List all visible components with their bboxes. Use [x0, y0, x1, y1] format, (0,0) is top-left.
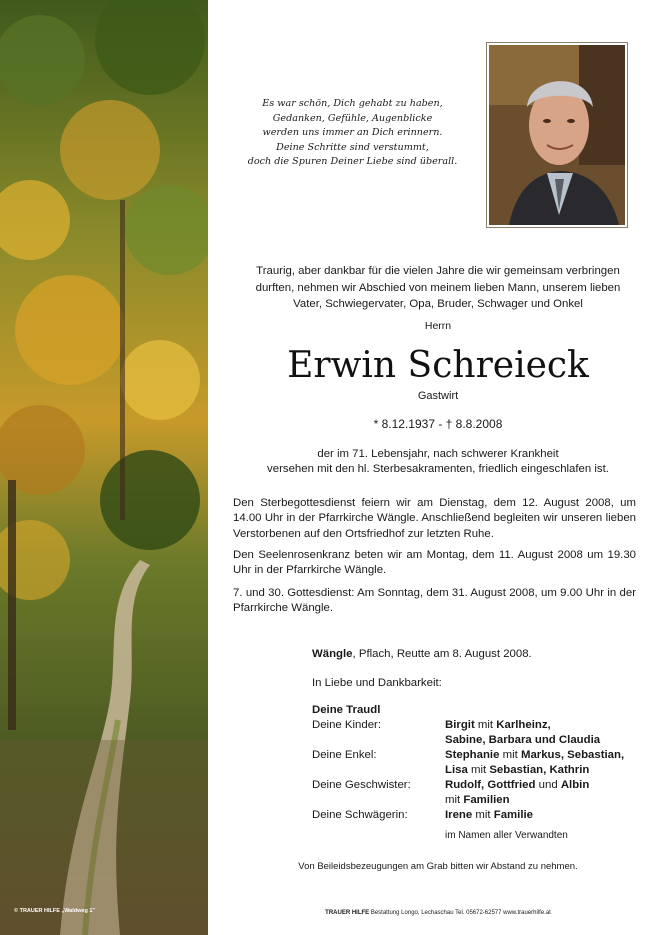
grandchildren-line: Stephanie mit Markus, Sebastian, — [445, 749, 625, 761]
passing-line: versehen mit den hl. Sterbesakramenten, friedlich eingeschlafen ist. — [267, 463, 609, 475]
intro-line: Traurig, aber dankbar für die vielen Jahre die wir gemeinsam verbringen — [256, 265, 620, 277]
intro-text — [218, 263, 658, 313]
portrait-photo — [486, 42, 628, 228]
funeral-service-paragraph: Den Sterbegottesdienst feiern wir am Dienstag, dem 12. August 2008, um 14.00 Uhr in der Pfarrkirche Wängle. Anschließend begleiten wir unseren lieben Verstorbenen auf den Ortsfriedhof zur letzten Ruhe. — [233, 497, 636, 540]
children-line: Sabine, Barbara und Claudia — [445, 734, 601, 746]
all-relatives-line: im Namen aller Verwandten — [445, 830, 568, 841]
sisterinlaw-line: Irene mit Familie — [445, 809, 533, 821]
footer-contact: Bestattung Longo, Lechaschau Tel. 05672-62577 www.trauerhilfe.at — [369, 910, 551, 916]
grandchildren-label: Deine Enkel: — [312, 749, 377, 761]
intro-line: durften, nehmen wir Abschied von meinem lieben Mann, unserem lieben — [255, 281, 621, 294]
poem-line: Deine Schritte sind verstummt, — [276, 141, 429, 153]
poem-line: Gedanken, Gefühle, Augenblicke — [272, 112, 433, 124]
passing-text — [218, 447, 658, 477]
place-town: Wängle — [312, 648, 353, 660]
condolence-note: Von Beileidsbezeugungen am Grab bitten wir Abstand zu nehmen. — [298, 861, 578, 872]
poem-line: doch die Spuren Deiner Liebe sind überall. — [247, 156, 458, 168]
place-date — [312, 648, 532, 660]
poem-line: Es war schön, Dich gehabt zu haben, — [262, 98, 443, 109]
children-line: Birgit mit Karlheinz, — [445, 719, 551, 731]
siblings-line: mit Familien — [445, 794, 510, 806]
place-rest: , Pflach, Reutte am 8. August 2008. — [352, 648, 532, 660]
salutation: Herrn — [424, 320, 452, 332]
wife-name: Deine Traudl — [312, 704, 381, 716]
image-credit: © TRAUER HILFE „Waldweg 1" — [14, 908, 96, 914]
grandchildren-line: Lisa mit Sebastian, Kathrin — [445, 764, 590, 776]
footer-brand: TRAUER HILFE — [325, 910, 370, 916]
life-dates: * 8.12.1937 - † 8.8.2008 — [373, 417, 503, 431]
deceased-name: Erwin Schreieck — [287, 345, 589, 386]
children-label: Deine Kinder: — [312, 719, 382, 731]
siblings-line: Rudolf, Gottfried und Albin — [445, 779, 590, 791]
intro-line: Vater, Schwiegervater, Opa, Bruder, Schwager und Onkel — [293, 298, 583, 311]
sisterinlaw-label: Deine Schwägerin: — [312, 809, 408, 821]
memorial-mass-paragraph: 7. und 30. Gottesdienst: Am Sonntag, dem 31. August 2008, um 9.00 Uhr in der Pfarrkirche Wängle. — [233, 587, 636, 615]
love-line: In Liebe und Dankbarkeit: — [312, 677, 442, 689]
siblings-label: Deine Geschwister: — [312, 779, 411, 791]
occupation: Gastwirt — [417, 390, 459, 402]
poem-line: werden uns immer an Dich erinnern. — [262, 127, 443, 139]
footer-credit — [218, 910, 658, 916]
rosary-paragraph: Den Seelenrosenkranz beten wir am Montag, dem 11. August 2008 um 19.30 Uhr in der Pfarrkirche Wängle. — [233, 549, 636, 577]
forest-path-photo — [0, 0, 208, 935]
passing-line: der im 71. Lebensjahr, nach schwerer Krankheit — [317, 448, 559, 460]
memorial-poem — [230, 97, 475, 170]
